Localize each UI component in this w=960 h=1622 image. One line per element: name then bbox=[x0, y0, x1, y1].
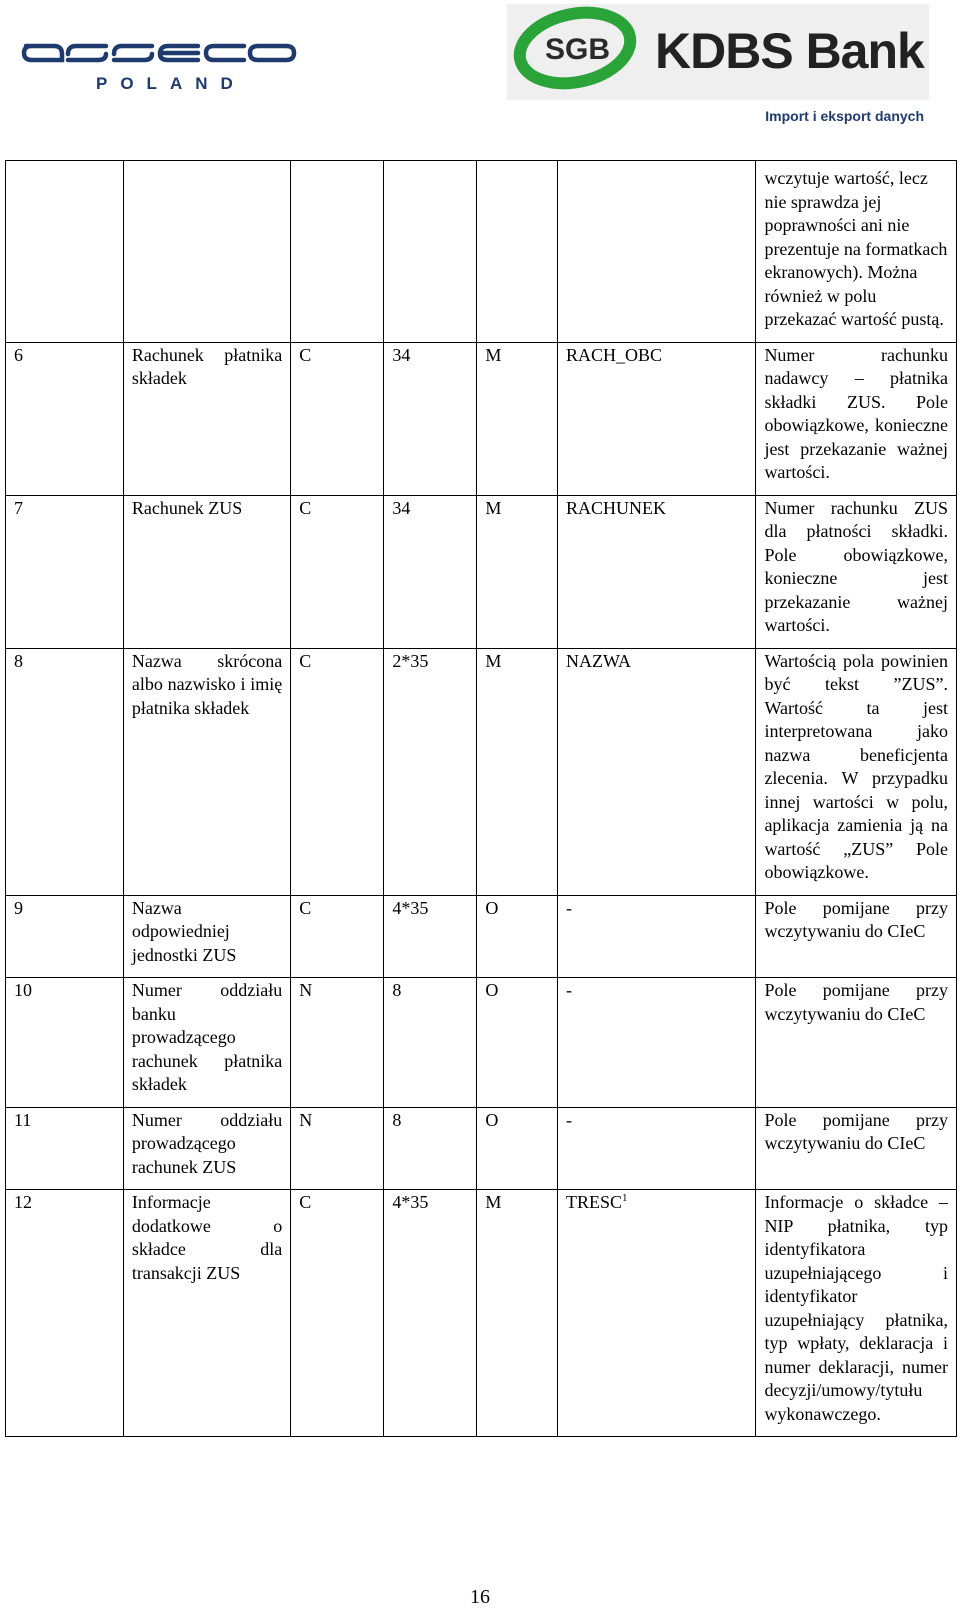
cell-type bbox=[291, 1190, 384, 1437]
document-subtitle: Import i eksport danych bbox=[765, 108, 924, 124]
cell-field bbox=[557, 648, 755, 895]
cell-no bbox=[6, 495, 124, 648]
cell-name bbox=[123, 161, 290, 343]
cell-name bbox=[123, 1107, 290, 1190]
cell-no bbox=[6, 161, 124, 343]
cell-req bbox=[477, 1107, 558, 1190]
table-row-continuation bbox=[6, 161, 957, 343]
cell-no-text: 6 bbox=[14, 344, 23, 365]
cell-req-text: M bbox=[485, 1192, 502, 1212]
table-row bbox=[6, 495, 957, 648]
cell-length bbox=[384, 978, 477, 1108]
cell-field-text: TRESC bbox=[565, 1192, 622, 1212]
page-number: 16 bbox=[470, 1586, 490, 1608]
cell-length-text: 34 bbox=[392, 344, 411, 365]
cell-no bbox=[6, 978, 124, 1108]
cell-no-text: 7 bbox=[14, 497, 23, 518]
cell-no bbox=[6, 648, 124, 895]
cell-req-text: M bbox=[485, 650, 502, 671]
cell-type-text: C bbox=[299, 1192, 312, 1212]
table-row bbox=[6, 895, 957, 978]
cell-type bbox=[291, 648, 384, 895]
cell-req bbox=[477, 895, 558, 978]
cell-desc-text: Pole pomijane przy wczytywaniu do CIeC bbox=[764, 980, 948, 1024]
cell-length bbox=[384, 495, 477, 648]
cell-desc bbox=[756, 1107, 957, 1190]
cell-field bbox=[557, 978, 755, 1108]
cell-name-text: Numer oddziału prowadzącego rachunek ZUS bbox=[131, 1109, 283, 1177]
asseco-logo-subtitle: POLAND bbox=[96, 74, 246, 93]
cell-req bbox=[477, 648, 558, 895]
cell-type-text: C bbox=[299, 650, 312, 671]
cell-no-text: 10 bbox=[14, 980, 32, 1000]
cell-length-text: 4*35 bbox=[392, 897, 429, 918]
cell-length-text: 8 bbox=[392, 980, 402, 1000]
cell-field bbox=[557, 495, 755, 648]
cell-name-text: Informacje dodatkowe o składce dla transakcji ZUS bbox=[131, 1192, 283, 1283]
cell-length bbox=[384, 342, 477, 495]
cell-field bbox=[557, 1190, 755, 1437]
cell-no-text: 11 bbox=[14, 1109, 32, 1130]
cell-desc-text: Informacje o składce – NIP płatnika, typ identyfikatora uzupełniającego i identyfikator uzupełniający płatnika, typ wpłaty, deklaracja i numer deklaracji, numer decyzji/umowy/tytułu wykonawczego. bbox=[764, 1192, 948, 1424]
cell-type-text: N bbox=[299, 980, 313, 1000]
cell-field-text: - bbox=[565, 980, 572, 1000]
cell-req-text: M bbox=[485, 344, 502, 365]
cell-field bbox=[557, 1107, 755, 1190]
cell-req-text: O bbox=[485, 897, 499, 918]
cell-req-text: O bbox=[485, 1109, 499, 1130]
table-row bbox=[6, 342, 957, 495]
sgb-badge-icon bbox=[507, 4, 647, 100]
cell-no bbox=[6, 895, 124, 978]
cell-type bbox=[291, 495, 384, 648]
cell-type-text: C bbox=[299, 897, 312, 918]
cell-field-text: RACH_OBC bbox=[565, 344, 662, 365]
cell-desc-text: Wartością pola powinien być tekst ”ZUS”. Wartość ta jest interpretowana jako nazwa beneficjenta zlecenia. W przypadku innej wartości w polu, aplikacja zamienia ją na wartość „ZUS” Pole obowiązkowe. bbox=[764, 650, 948, 882]
cell-field bbox=[557, 895, 755, 978]
cell-name-text: Nazwa skrócona albo nazwisko i imię płatnika składek bbox=[131, 650, 283, 718]
cell-req bbox=[477, 1190, 558, 1437]
cell-req bbox=[477, 978, 558, 1108]
cell-name-text: Rachunek płatnika składek bbox=[131, 344, 283, 388]
cell-length bbox=[384, 895, 477, 978]
cell-desc-text: Pole pomijane przy wczytywaniu do CIeC bbox=[764, 1109, 948, 1153]
cell-desc bbox=[756, 342, 957, 495]
cell-type-text: C bbox=[299, 497, 312, 518]
cell-no bbox=[6, 1190, 124, 1437]
cell-desc: wczytuje wartość, lecz nie sprawdza jej poprawności ani nie prezentuje na formatkach ekranowych). Można również w polu przekazać wartość pustą. bbox=[756, 161, 957, 343]
cell-length bbox=[384, 648, 477, 895]
cell-type-text: C bbox=[299, 344, 312, 365]
table-row bbox=[6, 648, 957, 895]
cell-no-text: 8 bbox=[14, 650, 23, 671]
cell-desc bbox=[756, 978, 957, 1108]
cell-type bbox=[291, 161, 384, 343]
cell-type bbox=[291, 342, 384, 495]
cell-desc-text: Numer rachunku ZUS dla płatności składki. Pole obowiązkowe, konieczne jest przekazanie ważnej wartości. bbox=[764, 497, 948, 635]
bank-name: KDBS Bank bbox=[655, 23, 924, 79]
cell-field-text: - bbox=[565, 1109, 572, 1130]
cell-req-text: M bbox=[485, 497, 502, 518]
bank-logo bbox=[507, 4, 929, 100]
cell-req-text: O bbox=[485, 980, 499, 1000]
cell-name bbox=[123, 978, 290, 1108]
cell-field-text: - bbox=[565, 897, 572, 918]
cell-type bbox=[291, 978, 384, 1108]
cell-length bbox=[384, 161, 477, 343]
cell-length bbox=[384, 1190, 477, 1437]
cell-type bbox=[291, 1107, 384, 1190]
cell-desc-text: Numer rachunku nadawcy – płatnika składki ZUS. Pole obowiązkowe, konieczne jest przekazanie ważnej wartości. bbox=[764, 344, 948, 482]
cell-desc bbox=[756, 648, 957, 895]
cell-name bbox=[123, 342, 290, 495]
cell-type bbox=[291, 895, 384, 978]
cell-field-text: NAZWA bbox=[565, 650, 631, 671]
table-row bbox=[6, 978, 957, 1108]
cell-name bbox=[123, 895, 290, 978]
cell-name-text: Rachunek ZUS bbox=[131, 497, 243, 518]
cell-length-text: 4*35 bbox=[392, 1192, 429, 1212]
cell-length-text: 2*35 bbox=[392, 650, 429, 671]
cell-field bbox=[557, 342, 755, 495]
page-header bbox=[0, 0, 960, 140]
field-spec-table bbox=[5, 160, 957, 1437]
cell-type-text: N bbox=[299, 1109, 313, 1130]
cell-name bbox=[123, 1190, 290, 1437]
cell-desc bbox=[756, 495, 957, 648]
cell-length-text: 34 bbox=[392, 497, 411, 518]
cell-desc-text: Pole pomijane przy wczytywaniu do CIeC bbox=[764, 897, 948, 941]
cell-name-text: Nazwa odpowiedniej jednostki ZUS bbox=[131, 897, 237, 965]
cell-no bbox=[6, 1107, 124, 1190]
cell-desc bbox=[756, 1190, 957, 1437]
cell-length-text: 8 bbox=[392, 1109, 402, 1130]
table-row bbox=[6, 1107, 957, 1190]
cell-name bbox=[123, 495, 290, 648]
cell-no bbox=[6, 342, 124, 495]
cell-no-text: 12 bbox=[14, 1192, 32, 1212]
footnote-marker: 1 bbox=[621, 1192, 628, 1204]
cell-req bbox=[477, 342, 558, 495]
table-body bbox=[6, 342, 957, 1437]
sgb-badge-text: SGB bbox=[545, 33, 611, 66]
cell-name bbox=[123, 648, 290, 895]
cell-length bbox=[384, 1107, 477, 1190]
cell-field bbox=[557, 161, 755, 343]
cell-name-text: Numer oddziału banku prowadzącego rachunek płatnika składek bbox=[131, 980, 283, 1094]
cell-field-text: RACHUNEK bbox=[565, 497, 666, 518]
cell-no-text: 9 bbox=[14, 897, 23, 918]
cell-req bbox=[477, 161, 558, 343]
table-row bbox=[6, 1190, 957, 1437]
cell-req bbox=[477, 495, 558, 648]
cell-desc bbox=[756, 895, 957, 978]
